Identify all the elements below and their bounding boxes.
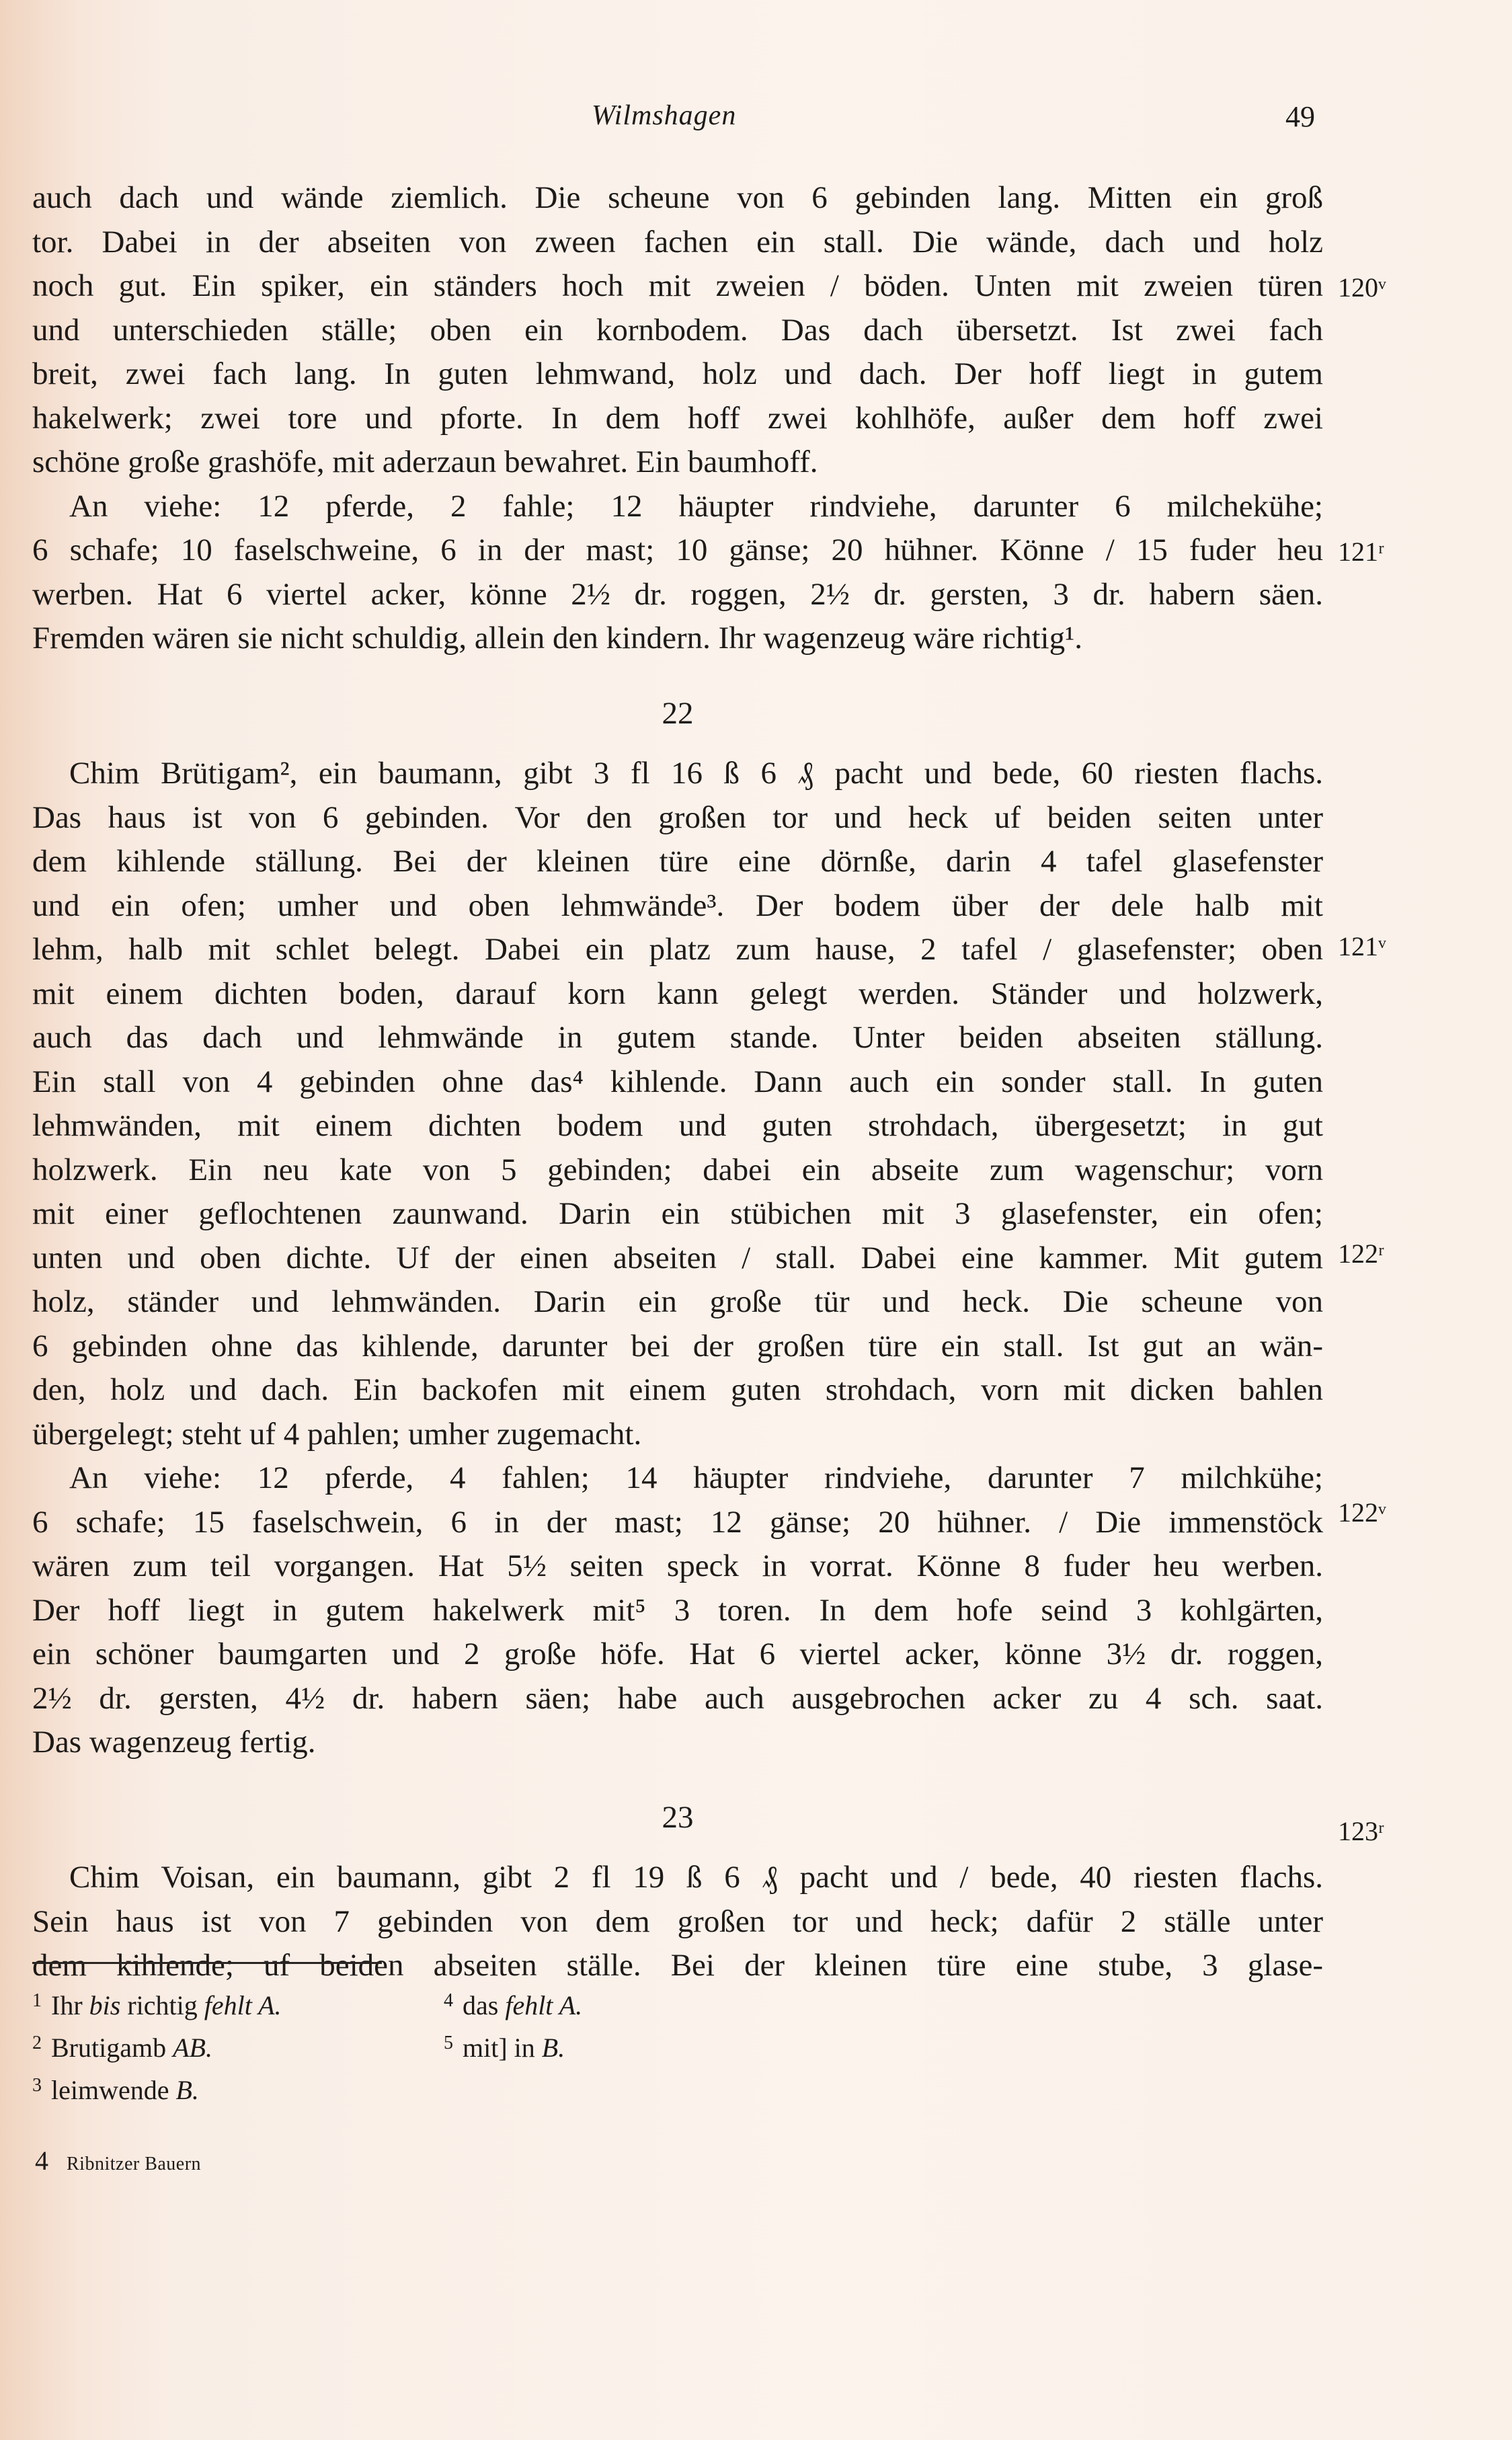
paragraph xyxy=(32,1856,1323,1988)
footnote-column-right xyxy=(444,1982,582,2067)
paragraph xyxy=(32,176,1323,485)
footnote-text-italic: fehlt A. xyxy=(204,1990,282,2020)
text-line: lehm, halb mit schlet belegt. Dabei ein platz zum hause, 2 tafel / glasefenster; oben xyxy=(32,932,1323,967)
text-line: Das haus ist von 6 gebinden. Vor den großen tor und heck uf beiden seiten unter xyxy=(32,799,1323,835)
text-line: Chim Brütigam², ein baumann, gibt 3 fl 16 ß 6 ₰ pacht und bede, 60 riesten flachs. xyxy=(69,756,1323,791)
footnote xyxy=(32,2067,282,2109)
text-line: dem kihlende; uf beiden abseiten ställe. Bei der kleinen türe eine stube, 3 glase- xyxy=(32,1948,1323,1983)
footnote-text-italic: B. xyxy=(175,2075,199,2105)
text-line: schöne große grashöfe, mit aderzaun bewahret. Ein baumhoff. xyxy=(32,444,818,479)
footnote-text-italic: bis xyxy=(89,1990,121,2020)
footnote-number: 2 xyxy=(32,2033,42,2053)
margin-folio-note: 122ᵛ xyxy=(1338,1497,1386,1528)
signature-number: 4 xyxy=(35,2146,48,2176)
running-title: Wilmshagen xyxy=(592,100,737,131)
footnote-number: 3 xyxy=(32,2075,42,2096)
text-line: werben. Hat 6 viertel acker, könne 2½ dr. roggen, 2½ dr. gersten, 3 dr. habern säen. xyxy=(32,576,1323,612)
paragraph xyxy=(32,485,1323,661)
text-line: hakelwerk; zwei tore und pforte. In dem hoff zwei kohlhöfe, außer dem hoff zwei xyxy=(32,400,1323,436)
margin-folio-note: 123ʳ xyxy=(1338,1816,1384,1846)
footnote-number: 4 xyxy=(444,1990,453,2011)
signature-text: Ribnitzer Bauern xyxy=(67,2154,202,2174)
text-line: übergelegt; steht uf 4 pahlen; umher zugemacht. xyxy=(32,1416,642,1452)
footnote-text-italic: fehlt A. xyxy=(505,1990,583,2020)
text-line: Sein haus ist von 7 gebinden von dem großen tor und heck; dafür 2 ställe unter xyxy=(32,1903,1323,1939)
text-line: 6 schafe; 15 faselschwein, 6 in der mast; 12 gänse; 20 hühner. / Die immenstöck xyxy=(32,1504,1323,1540)
paragraph xyxy=(32,752,1323,1456)
margin-folio-note: 120ᵛ xyxy=(1338,272,1386,303)
text-line: 6 schafe; 10 faselschweine, 6 in der mast; 10 gänse; 20 hühner. Könne / 15 fuder heu xyxy=(32,533,1323,567)
text-line: auch das dach und lehmwände in gutem stande. Unter beiden abseiten ställung. xyxy=(32,1020,1323,1055)
text-line: den, holz und dach. Ein backofen mit einem guten strohdach, vorn mit dicken bahlen xyxy=(32,1372,1323,1407)
margin-folio-note: 122ʳ xyxy=(1338,1238,1384,1269)
footnote-text: leimwende xyxy=(51,2075,176,2105)
paragraph xyxy=(32,1456,1323,1765)
text-line: wären zum teil vorgangen. Hat 5½ seiten speck in vorrat. Könne 8 fuder heu werben. xyxy=(32,1548,1323,1583)
footnote xyxy=(444,2024,582,2067)
text-line: holzwerk. Ein neu kate von 5 gebinden; dabei ein abseite zum wagenschur; vorn xyxy=(32,1152,1323,1187)
text-line: unten und oben dichte. Uf der einen abseiten / stall. Dabei eine kammer. Mit gutem xyxy=(32,1240,1323,1275)
footnote-text: Ihr xyxy=(51,1990,89,2020)
page-number: 49 xyxy=(1285,100,1315,133)
margin-folio-note: 121ʳ xyxy=(1338,537,1384,567)
text-line: auch dach und wände ziemlich. Die scheune von 6 gebinden lang. Mitten ein groß xyxy=(32,180,1323,215)
text-line: An viehe: 12 pferde, 2 fahle; 12 häupter rindviehe, darunter 6 milchekühe; xyxy=(69,488,1323,524)
text-line: und unterschieden ställe; oben ein kornbodem. Das dach übersetzt. Ist zwei fach xyxy=(32,312,1323,348)
text-line: ein schöner baumgarten und 2 große höfe. Hat 6 viertel acker, könne 3½ dr. roggen, xyxy=(32,1637,1323,1671)
section-number: 23 xyxy=(662,1799,694,1835)
margin-folio-note: 121ᵛ xyxy=(1338,931,1386,961)
text-line: und ein ofen; umher und oben lehmwände³. Der bodem über der dele halb mit xyxy=(32,888,1323,923)
text-line: holz, ständer und lehmwänden. Darin ein große tür und heck. Die scheune von xyxy=(32,1284,1323,1319)
footnote-column-left xyxy=(32,1982,282,2109)
text-line: Der hoff liegt in gutem hakelwerk mit⁵ 3 toren. In dem hofe seind 3 kohlgärten, xyxy=(32,1592,1323,1628)
text-line: dem kihlende ställung. Bei der kleinen türe eine dörnße, darin 4 tafel glasefenster xyxy=(32,844,1323,879)
text-line: Ein stall von 4 gebinden ohne das⁴ kihlende. Dann auch ein sonder stall. In guten xyxy=(32,1064,1323,1099)
text-line: An viehe: 12 pferde, 4 fahlen; 14 häupter rindviehe, darunter 7 milchkühe; xyxy=(69,1460,1323,1495)
footnote-text: Brutigamb xyxy=(51,2033,173,2063)
running-head xyxy=(0,100,1512,140)
footnote xyxy=(444,1982,582,2024)
footnote-text: mit] in xyxy=(463,2033,542,2063)
text-line: mit einer geflochtenen zaunwand. Darin ein stübichen mit 3 glasefenster, ein ofen; xyxy=(32,1196,1323,1231)
text-line: 6 gebinden ohne das kihlende, darunter bei der großen türe ein stall. Ist gut an wän- xyxy=(32,1328,1323,1364)
text-line: noch gut. Ein spiker, ein ständers hoch mit zweien / böden. Unten mit zweien türen xyxy=(32,268,1323,303)
section-number: 22 xyxy=(662,695,694,731)
text-line: tor. Dabei in der abseiten von zween fachen ein stall. Die wände, dach und holz xyxy=(32,224,1323,260)
footnote-text: das xyxy=(463,1990,506,2020)
text-line: 2½ dr. gersten, 4½ dr. habern säen; habe auch ausgebrochen acker zu 4 sch. saat. xyxy=(32,1680,1323,1716)
footnote xyxy=(32,2024,282,2067)
footnote-text-italic: AB. xyxy=(173,2033,212,2063)
footnote xyxy=(32,1982,282,2024)
text-line: Chim Voisan, ein baumann, gibt 2 fl 19 ß 6 ₰ pacht und / bede, 40 riesten flachs. xyxy=(69,1860,1323,1895)
body-text xyxy=(32,176,1323,1988)
text-line: Fremden wären sie nicht schuldig, allein den kindern. Ihr wagenzeug wäre richtig¹. xyxy=(32,621,1082,656)
text-line: breit, zwei fach lang. In guten lehmwand, holz und dach. Der hoff liegt in gutem xyxy=(32,356,1323,391)
footnote-text: richtig xyxy=(120,1990,204,2020)
text-line: Das wagenzeug fertig. xyxy=(32,1725,316,1760)
text-line: mit einem dichten boden, darauf korn kann gelegt werden. Ständer und holzwerk, xyxy=(32,976,1323,1011)
footnote-rule xyxy=(32,1962,382,1964)
printer-signature xyxy=(35,2145,201,2176)
footnote-text-italic: B. xyxy=(541,2033,565,2063)
footnote-number: 5 xyxy=(444,2033,453,2053)
footnote-number: 1 xyxy=(32,1990,42,2011)
text-line: lehmwänden, mit einem dichten bodem und guten strohdach, übergesetzt; in gut xyxy=(32,1108,1323,1143)
